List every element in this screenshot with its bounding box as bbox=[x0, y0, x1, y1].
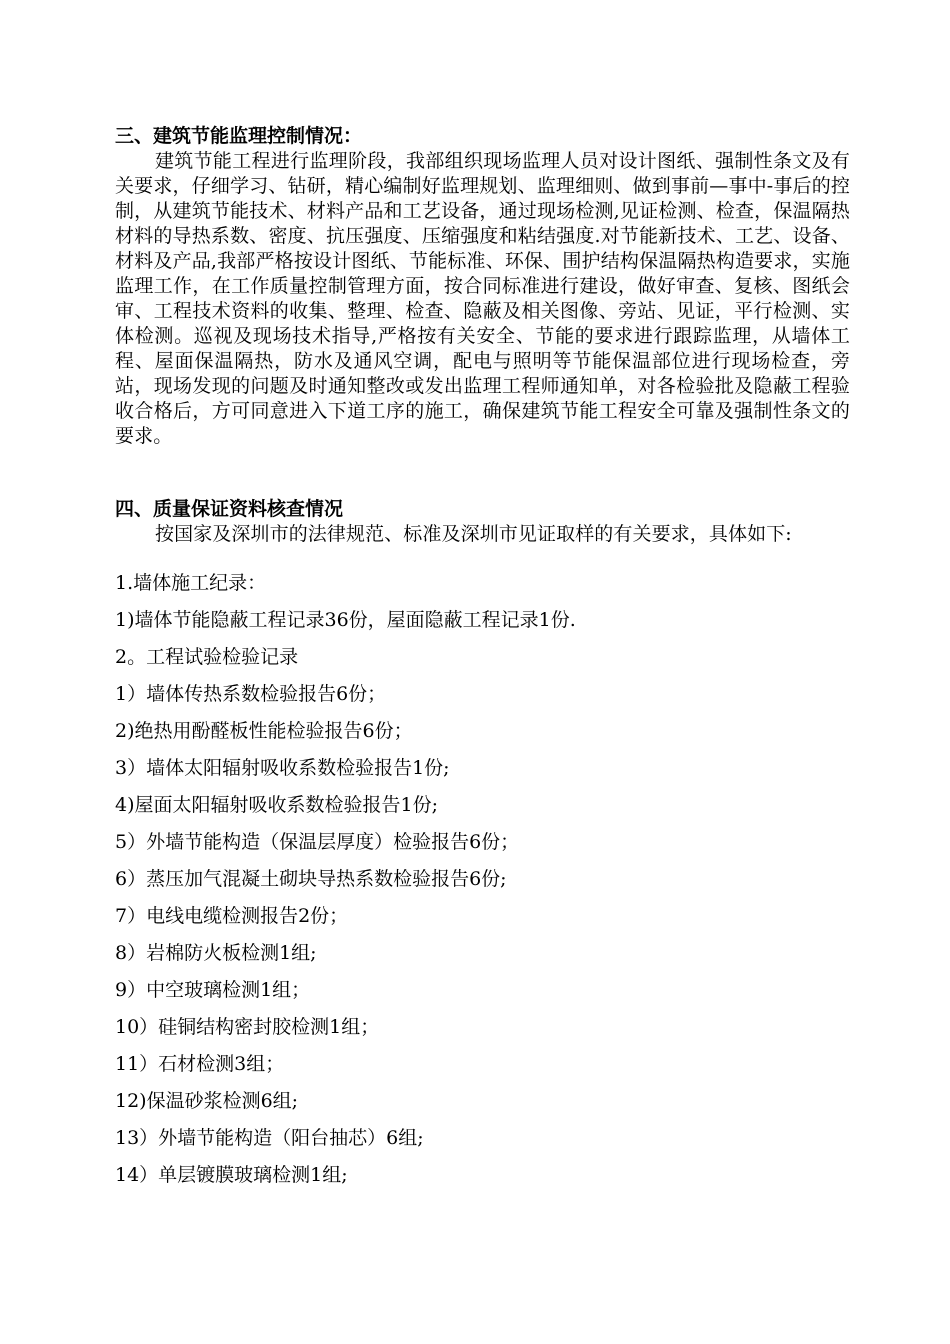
records-list bbox=[115, 571, 850, 1200]
list-item: 12)保温砂浆检测6组; bbox=[115, 1090, 299, 1112]
list-item: 2)绝热用酚醛板性能检验报告6份； bbox=[115, 720, 413, 742]
section-heading: 四、质量保证资料核查情况 bbox=[115, 498, 344, 520]
list-item: 11）石材检测3组； bbox=[115, 1053, 285, 1075]
list-item: 7）电线电缆检测报告2份； bbox=[115, 905, 349, 927]
list-item: 9）中空玻璃检测1组； bbox=[115, 979, 311, 1001]
list-item: 1）墙体传热系数检验报告6份； bbox=[115, 683, 387, 705]
list-item: 13）外墙节能构造（阳台抽芯）6组; bbox=[115, 1127, 424, 1149]
body-paragraph: 建筑节能工程进行监理阶段，我部组织现场监理人员对设计图纸、强制性条文及有关要求，仔细学习、钻研，精心编制好监理规划、监理细则、做到事前—事中-事后的控制，从建筑节能技术、材料产品和工艺设备，通过现场检测,见证检测、检查，保温隔热材料的导热系数、密度、抗压强度、压缩强度和粘结强度.对节能新技术、工艺、设备、材料及产品,我部严格按设计图纸、节能标准、环保、围护结构保温隔热构造要求，实施监理工作，在工作质量控制管理方面，按合同标准进行建设，做好审查、复核、图纸会审、工程技术资料的收集、整理、检查、隐蔽及相关图像、旁站、见证，平行检测、实体检测。巡视及现场技术指导,严格按有关安全、节能的要求进行跟踪监理，从墙体工程、屋面保温隔热，防水及通风空调，配电与照明等节能保温部位进行现场检查，旁站，现场发现的问题及时通知整改或发出监理工程师通知单，对各检验批及隐蔽工程验收合格后，方可同意进入下道工序的施工，确保建筑节能工程安全可靠及强制性条文的要求。 bbox=[115, 150, 850, 447]
list-item: 2。工程试验检验记录 bbox=[115, 646, 299, 668]
section-quality-records bbox=[115, 497, 850, 547]
list-item: 5）外墙节能构造（保温层厚度）检验报告6份； bbox=[115, 831, 520, 853]
list-item: 6）蒸压加气混凝土砌块导热系数检验报告6份; bbox=[115, 868, 507, 890]
list-item: 1.墙体施工纪录： bbox=[115, 572, 267, 594]
list-item: 3）墙体太阳辐射吸收系数检验报告1份; bbox=[115, 757, 450, 779]
intro-paragraph: 按国家及深圳市的法律规范、标准及深圳市见证取样的有关要求，具体如下: bbox=[155, 523, 792, 545]
list-item: 4)屋面太阳辐射吸收系数检验报告1份; bbox=[115, 794, 438, 816]
list-item: 10）硅铜结构密封胶检测1组； bbox=[115, 1016, 380, 1038]
list-item: 8）岩棉防火板检测1组; bbox=[115, 942, 317, 964]
section-supervision-control bbox=[115, 124, 850, 449]
section-heading: 三、建筑节能监理控制情况： bbox=[115, 125, 363, 147]
list-item: 1)墙体节能隐蔽工程记录36份，屋面隐蔽工程记录1份. bbox=[115, 609, 576, 631]
list-item: 14）单层镀膜玻璃检测1组; bbox=[115, 1164, 348, 1186]
